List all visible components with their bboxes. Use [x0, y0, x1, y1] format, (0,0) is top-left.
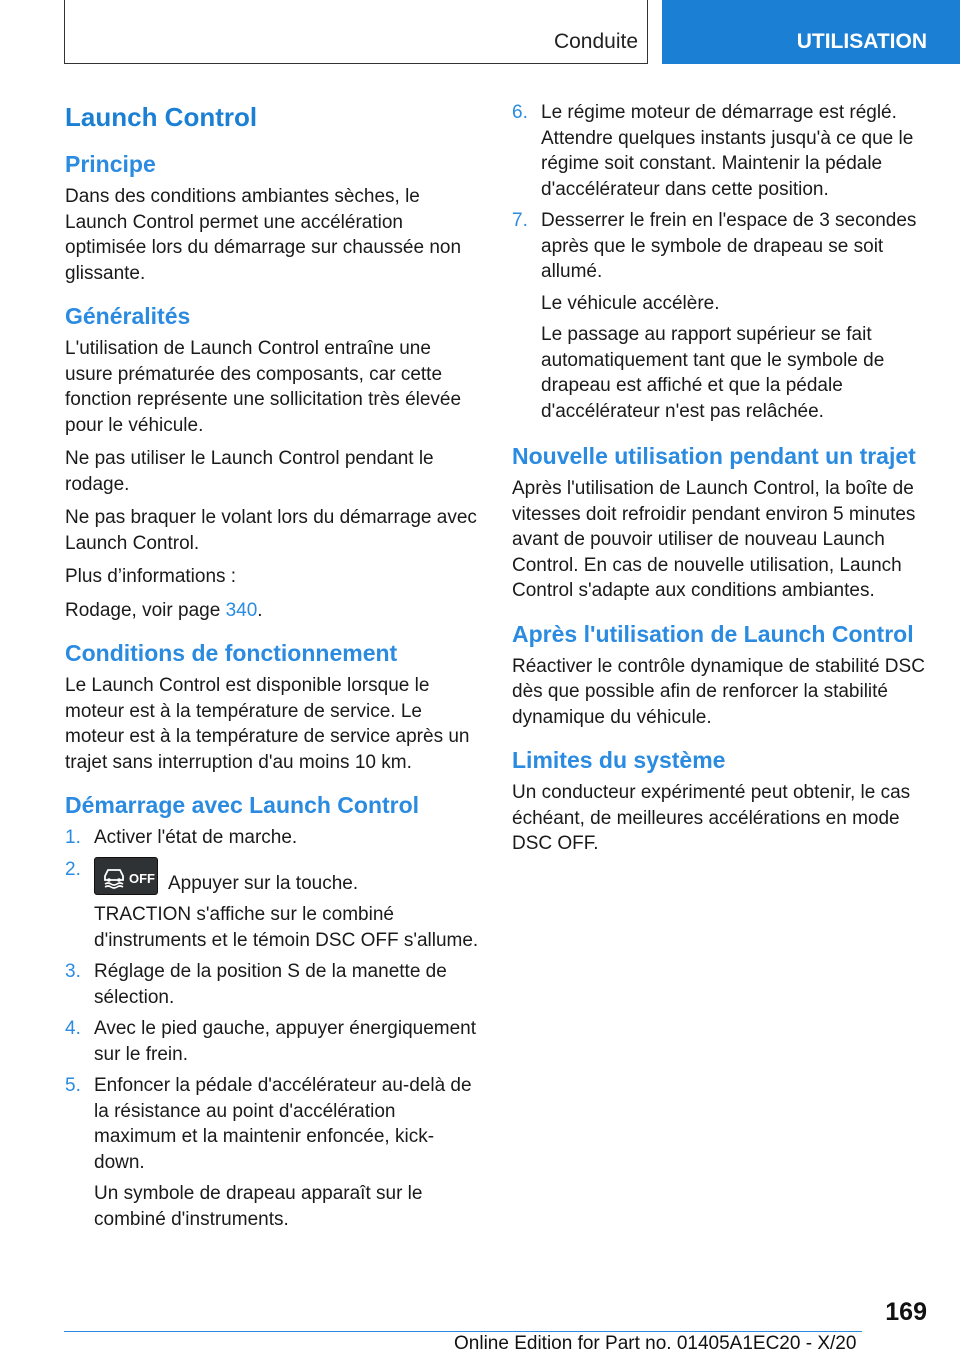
right-column	[512, 100, 932, 865]
step-number: 7.	[512, 210, 528, 231]
step-text: Enfoncer la pédale d'accélérateur au-delà de la résistance au point d'accélération maximum et la maintenir enfoncée, kick-down.	[94, 1075, 472, 1173]
step-subtext: TRACTION s'affiche sur le combiné d'instruments et le témoin DSC OFF s'allume.	[94, 904, 479, 951]
step-number: 4.	[65, 1018, 81, 1039]
list-item	[512, 208, 932, 424]
step-text: Réglage de la position S de la manette de sélection.	[94, 961, 447, 1008]
step-2-text: Appuyer sur la touche.	[168, 872, 359, 894]
paragraph-apres-utilisation: Réactiver le contrôle dynamique de stabilité DSC dès que possible afin de renforcer la stabilité dynamique du véhicule.	[512, 655, 925, 728]
heading-nouvelle-utilisation: Nouvelle utilisation pendant un trajet	[512, 443, 916, 469]
heading-principe: Principe	[65, 151, 156, 177]
step-number: 5.	[65, 1075, 81, 1096]
list-item	[65, 1016, 481, 1067]
paragraph-conditions: Le Launch Control est disponible lorsque le moteur est à la température de service. Le moteur est à la température de service après un trajet sans interruption d'au moins 10 km.	[65, 675, 470, 773]
heading-demarrage: Démarrage avec Launch Control	[65, 792, 420, 818]
header-chapter-tab: UTILISATION	[662, 0, 960, 64]
left-column	[65, 100, 481, 1238]
page-number: 169	[885, 1298, 927, 1326]
list-item	[512, 100, 932, 202]
footer-divider	[64, 1331, 862, 1332]
heading-generalites: Généralités	[65, 303, 191, 329]
paragraph-nouvelle-utilisation: Après l'utilisation de Launch Control, la boîte de vitesses doit refroidir pendant environ 5 minutes avant de pouvoir utiliser de nouveau Launch Control. En cas de nouvelle utilisation, Launch Control s'adapte aux conditions ambiantes.	[512, 478, 916, 601]
step-subtext: Le passage au rapport supérieur se fait automatiquement tant que le symbole de drapeau est affiché et que la pédale d'accélérateur n'est pas relâchée.	[541, 324, 885, 422]
rodage-period: .	[257, 599, 263, 621]
step-text: Avec le pied gauche, appuyer énergiquement sur le frein.	[94, 1018, 477, 1065]
list-item	[65, 959, 481, 1010]
step-number: 3.	[65, 961, 81, 982]
step-number: 1.	[65, 827, 81, 848]
list-item	[65, 825, 481, 851]
heading-conditions: Conditions de fonctionnement	[65, 640, 398, 666]
list-item	[65, 1073, 481, 1232]
paragraph-generalites-4: Plus d’informations :	[65, 566, 237, 587]
heading-limites: Limites du système	[512, 747, 726, 773]
paragraph-principe: Dans des conditions ambiantes sèches, le Launch Control permet une accélération optimisée lors du démarrage sur chaussée non glissante.	[65, 186, 462, 284]
paragraph-limites: Un conducteur expérimenté peut obtenir, le cas échéant, de meilleures accélérations en mode DSC OFF.	[512, 782, 911, 854]
paragraph-generalites-3: Ne pas braquer le volant lors du démarrage avec Launch Control.	[65, 507, 477, 554]
paragraph-generalites-1: L'utilisation de Launch Control entraîne une usure prématurée des composants, car cette fonction représente une sollicitation très élevée pour le véhicule.	[65, 338, 462, 436]
step-text-with-icon	[94, 857, 481, 897]
page-link-340[interactable]: 340	[225, 599, 258, 621]
demarrage-steps	[65, 825, 481, 1232]
step-subtext: Un symbole de drapeau apparaît sur le combiné d'instruments.	[94, 1183, 423, 1230]
demarrage-steps-continued	[512, 100, 932, 424]
page-title: Launch Control	[65, 102, 258, 132]
heading-apres-utilisation: Après l'utilisation de Launch Control	[512, 620, 914, 647]
rodage-text: Rodage, voir page	[65, 599, 226, 621]
step-number: 6.	[512, 102, 528, 123]
paragraph-generalites-5	[65, 598, 481, 624]
step-number: 2.	[65, 858, 81, 880]
footer-edition: Online Edition for Part no. 01405A1EC20 - X/20	[454, 1333, 857, 1354]
step-subtext: Le véhicule accélère.	[541, 292, 720, 314]
dsc-off-label: OFF	[129, 870, 155, 886]
dsc-off-button-icon	[94, 857, 158, 895]
list-item	[65, 857, 481, 954]
step-text: Activer l'état de marche.	[94, 827, 298, 848]
step-text: Desserrer le frein en l'espace de 3 secondes après que le symbole de drapeau se soit allumé.	[541, 210, 917, 282]
step-text: Le régime moteur de démarrage est réglé. Attendre quelques instants jusqu'à ce que le régime soit constant. Maintenir la pédale d'accélérateur dans cette position.	[541, 102, 914, 200]
paragraph-generalites-2: Ne pas utiliser le Launch Control pendant le rodage.	[65, 448, 434, 495]
header-section-title: Conduite	[553, 30, 638, 53]
traction-car-icon	[101, 863, 127, 889]
